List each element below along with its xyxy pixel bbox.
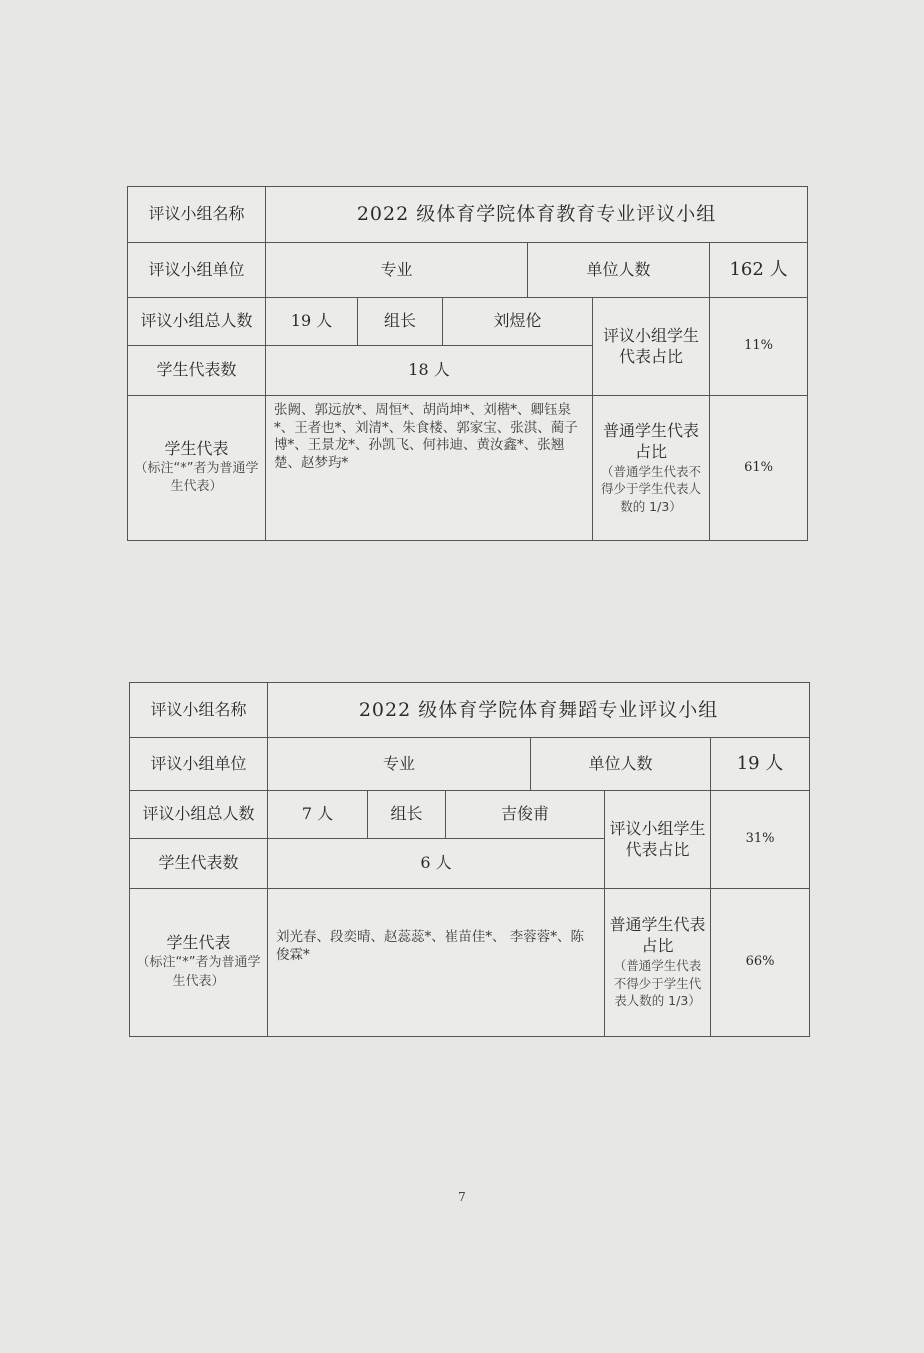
group-total-label: 评议小组总人数 — [128, 298, 266, 346]
ordinary-note: （普通学生代表不得少于学生代表人数的 1/3） — [613, 958, 702, 1009]
group-total-value: 19 人 — [266, 298, 358, 346]
ratio-value: 11% — [710, 298, 808, 396]
leader-label: 组长 — [358, 298, 443, 346]
ordinary-value: 61% — [710, 396, 808, 541]
ratio-value: 31% — [711, 791, 810, 889]
leader-label: 组长 — [368, 791, 446, 839]
student-count-value: 18 人 — [266, 346, 593, 396]
group-unit-value: 专业 — [268, 738, 531, 791]
unit-count-label: 单位人数 — [531, 738, 711, 791]
group-unit-label: 评议小组单位 — [130, 738, 268, 791]
ratio-label: 评议小组学生代表占比 — [605, 791, 711, 889]
group-unit-value: 专业 — [266, 243, 528, 298]
ordinary-label-cell — [605, 889, 711, 1037]
ordinary-label: 普通学生代表占比 — [602, 420, 699, 461]
group-name-value: 2022 级体育学院体育教育专业评议小组 — [266, 187, 808, 243]
ordinary-value: 66% — [711, 889, 810, 1037]
ratio-label: 评议小组学生代表占比 — [593, 298, 710, 396]
student-count-label: 学生代表数 — [128, 346, 266, 396]
unit-count-label: 单位人数 — [528, 243, 710, 298]
reps-label: 学生代表 — [166, 933, 231, 953]
group-name-value: 2022 级体育学院体育舞蹈专业评议小组 — [268, 683, 810, 738]
page-number: 7 — [458, 1190, 466, 1204]
leader-value: 吉俊甫 — [446, 791, 605, 839]
reps-label: 学生代表 — [164, 438, 229, 458]
group-name-label: 评议小组名称 — [130, 683, 268, 738]
student-count-value: 6 人 — [268, 839, 605, 889]
reps-note: （标注“*”者为普通学生代表） — [136, 955, 261, 989]
unit-count-value: 162 人 — [710, 243, 808, 298]
leader-value: 刘煜伦 — [443, 298, 593, 346]
ordinary-label: 普通学生代表占比 — [609, 915, 706, 956]
group-name-label: 评议小组名称 — [128, 187, 266, 243]
reps-note: （标注“*”者为普通学生代表） — [134, 460, 259, 495]
student-count-label: 学生代表数 — [130, 839, 268, 889]
review-table-2 — [129, 682, 810, 1037]
ordinary-note: （普通学生代表不得少于学生代表人数的 1/3） — [600, 463, 701, 514]
group-total-value: 7 人 — [268, 791, 368, 839]
reps-names: 刘光春、段奕晴、赵蕊蕊*、崔苗佳*、 李蓉蓉*、陈俊霖* — [268, 889, 605, 1037]
unit-count-value: 19 人 — [711, 738, 810, 791]
ordinary-label-cell — [593, 396, 710, 541]
group-total-label: 评议小组总人数 — [130, 791, 268, 839]
reps-label-cell — [130, 889, 268, 1037]
reps-label-cell — [128, 396, 266, 541]
review-table-1 — [127, 186, 808, 541]
reps-names: 张阙、郭远放*、周恒*、胡尚坤*、刘楷*、卿钰泉*、王者也*、刘清*、朱食楼、郭家宝、张淇、蔺子博*、王景龙*、孙凯飞、何祎迪、黄汝鑫*、张翘楚、赵梦玙* — [266, 396, 593, 541]
group-unit-label: 评议小组单位 — [128, 243, 266, 298]
